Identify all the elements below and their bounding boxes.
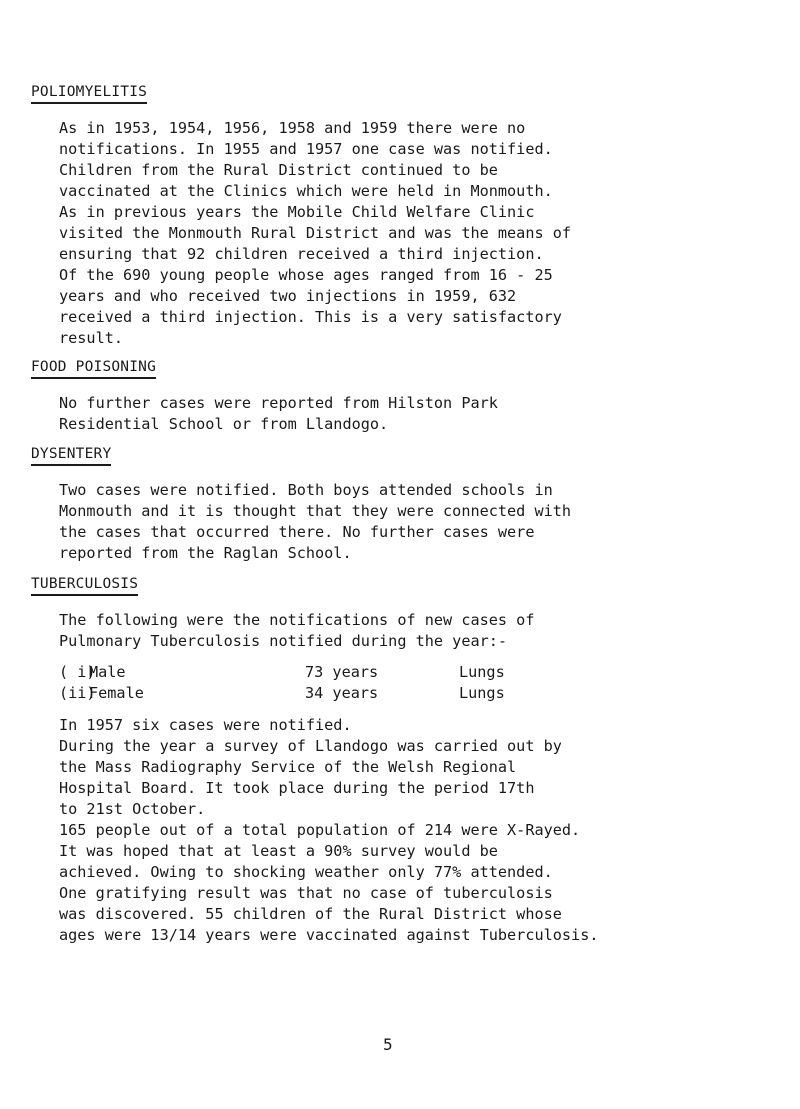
text-line: During the year a survey of Llandogo was carried out by xyxy=(59,737,562,755)
text-line: result. xyxy=(59,329,124,347)
tb-row-sex: Female xyxy=(89,684,144,702)
text-line: Two cases were notified. Both boys attended schools in xyxy=(59,481,553,499)
tb-row-age: 73 years xyxy=(305,663,379,681)
tb-row-number: ( i) xyxy=(59,663,96,681)
tb-intro-paragraph xyxy=(59,610,759,652)
text-line: Hospital Board. It took place during the period 17th xyxy=(59,779,535,797)
text-line: years and who received two injections in 1959, 632 xyxy=(59,287,517,305)
text-line: reported from the Raglan School. xyxy=(59,544,352,562)
text-line: It was hoped that at least a 90% survey would be xyxy=(59,842,498,860)
text-line: No further cases were reported from Hilston Park xyxy=(59,394,498,412)
text-line: ages were 13/14 years were vaccinated against Tuberculosis. xyxy=(59,926,599,944)
text-line: 165 people out of a total population of 214 were X-Rayed. xyxy=(59,821,581,839)
tb-row-sex: Male xyxy=(89,663,126,681)
text-line: As in 1953, 1954, 1956, 1958 and 1959 there were no xyxy=(59,119,526,137)
text-line: vaccinated at the Clinics which were held in Monmouth. xyxy=(59,182,553,200)
heading-tuberculosis: TUBERCULOSIS xyxy=(31,576,138,596)
text-line: achieved. Owing to shocking weather only 77% attended. xyxy=(59,863,553,881)
text-line: In 1957 six cases were notified. xyxy=(59,716,352,734)
heading-dysentery: DYSENTERY xyxy=(31,446,111,466)
page-number: 5 xyxy=(383,1035,393,1054)
tb-row-site: Lungs xyxy=(459,684,505,702)
tb-row-site: Lungs xyxy=(459,663,505,681)
text-line: to 21st October. xyxy=(59,800,206,818)
text-line: Of the 690 young people whose ages ranged from 16 - 25 xyxy=(59,266,553,284)
tb-row-number: (ii) xyxy=(59,684,96,702)
polio-paragraph xyxy=(59,118,759,349)
text-line: Pulmonary Tuberculosis notified during the year:- xyxy=(59,632,508,650)
text-line: received a third injection. This is a very satisfactory xyxy=(59,308,562,326)
text-line: Residential School or from Llandogo. xyxy=(59,415,389,433)
text-line: the Mass Radiography Service of the Welsh Regional xyxy=(59,758,517,776)
text-line: One gratifying result was that no case of tuberculosis xyxy=(59,884,553,902)
text-line: The following were the notifications of new cases of xyxy=(59,611,535,629)
text-line: the cases that occurred there. No further cases were xyxy=(59,523,535,541)
heading-poliomyelitis: POLIOMYELITIS xyxy=(31,84,147,104)
food-paragraph xyxy=(59,393,759,435)
dysentery-paragraph xyxy=(59,480,759,564)
tb-paragraph xyxy=(59,715,759,946)
tb-row-age: 34 years xyxy=(305,684,379,702)
text-line: Monmouth and it is thought that they were connected with xyxy=(59,502,572,520)
text-line: Children from the Rural District continued to be xyxy=(59,161,498,179)
text-line: As in previous years the Mobile Child Welfare Clinic xyxy=(59,203,535,221)
text-line: visited the Monmouth Rural District and was the means of xyxy=(59,224,572,242)
heading-food-poisoning: FOOD POISONING xyxy=(31,359,156,379)
text-line: ensuring that 92 children received a third injection. xyxy=(59,245,544,263)
text-line: notifications. In 1955 and 1957 one case was notified. xyxy=(59,140,553,158)
text-line: was discovered. 55 children of the Rural District whose xyxy=(59,905,562,923)
